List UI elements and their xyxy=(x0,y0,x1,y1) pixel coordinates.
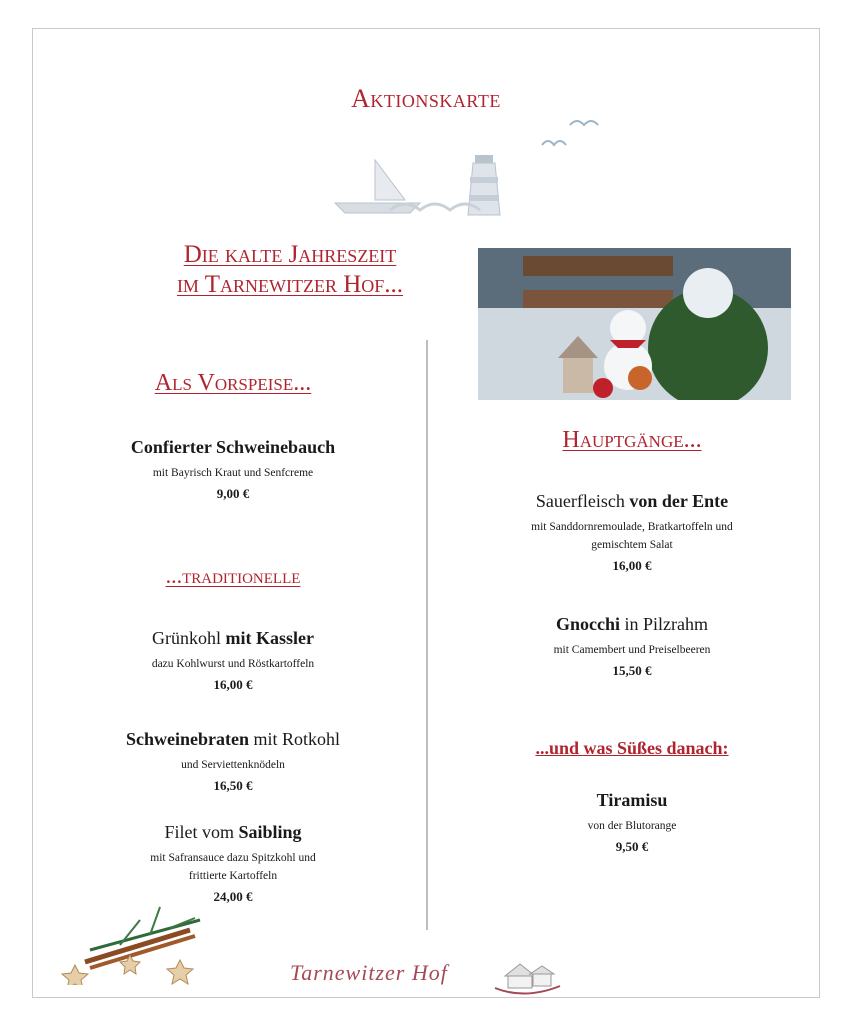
star-cookie-icon xyxy=(167,960,193,984)
dish-desc: und Serviettenknödeln xyxy=(181,759,285,771)
dish-desc: mit Bayrisch Kraut und Senfcreme xyxy=(152,467,314,479)
dish-desc: von der Blutorange xyxy=(587,820,677,832)
dish-name: Schweinebraten mit Rotkohl xyxy=(125,729,340,749)
dish-name: Gnocchi in Pilzrahm xyxy=(555,614,708,634)
dish-gnocchi xyxy=(466,614,798,679)
winter-snowman-photo xyxy=(478,248,791,400)
dish-price: 9,50 € xyxy=(615,839,649,854)
dish-gruenkohl xyxy=(50,628,416,693)
section-traditionelle: ...traditionelle xyxy=(165,563,301,588)
dish-price: 16,50 € xyxy=(213,778,253,793)
dish-desc: dazu Kohlwurst und Röstkartoffeln xyxy=(151,658,315,670)
dish-sauerfleisch xyxy=(466,491,798,574)
wooden-sign xyxy=(523,256,673,276)
dish-price: 9,00 € xyxy=(216,486,250,501)
dish-name: Confierter Schweinebauch xyxy=(130,437,336,457)
dish-desc: mit Safransauce dazu Spitzkohl und frittierte Kartoffeln xyxy=(150,852,316,882)
dish-confierter xyxy=(50,437,416,502)
intro-line-1: Die kalte Jahreszeit xyxy=(183,241,397,268)
bird-icon xyxy=(570,121,598,125)
dish-name: Grünkohl mit Kassler xyxy=(152,628,314,648)
lighthouse-top xyxy=(475,155,493,163)
bird-icon xyxy=(542,141,566,145)
star-cookie-icon xyxy=(62,965,88,985)
house-logo-icon xyxy=(490,958,565,996)
dish-desc: mit Camembert und Preiselbeeren xyxy=(553,644,711,656)
dish-schweinebraten xyxy=(50,729,416,794)
dish-name: Sauerfleisch von der Ente xyxy=(535,491,729,511)
dish-name: Filet vom Saibling xyxy=(164,822,302,842)
column-divider xyxy=(426,340,428,930)
intro-line-2: im Tarnewitzer Hof... xyxy=(176,271,404,298)
cinnamon-star-decoration xyxy=(60,900,210,985)
dish-name: Tiramisu xyxy=(596,790,668,810)
section-suesses: ...und was Süßes danach: xyxy=(535,738,729,758)
dish-saibling xyxy=(50,822,416,905)
dish-price: 16,00 € xyxy=(213,677,253,692)
section-hauptgaenge: Hauptgänge... xyxy=(562,427,702,453)
dish-price: 24,00 € xyxy=(213,889,253,904)
dish-price: 15,50 € xyxy=(612,663,652,678)
footer-logo: Tarnewitzer Hof xyxy=(290,960,448,985)
page-title: Aktionskarte xyxy=(351,84,501,113)
seaside-illustration xyxy=(330,115,610,220)
section-vorspeise: Als Vorspeise... xyxy=(154,370,312,396)
dish-tiramisu xyxy=(466,790,798,855)
intro-heading xyxy=(110,240,470,300)
dish-price: 16,00 € xyxy=(612,558,652,573)
dish-desc: mit Sanddornremoulade, Bratkartoffeln und gemischtem Salat xyxy=(531,521,733,551)
sailboat-icon xyxy=(375,160,405,200)
